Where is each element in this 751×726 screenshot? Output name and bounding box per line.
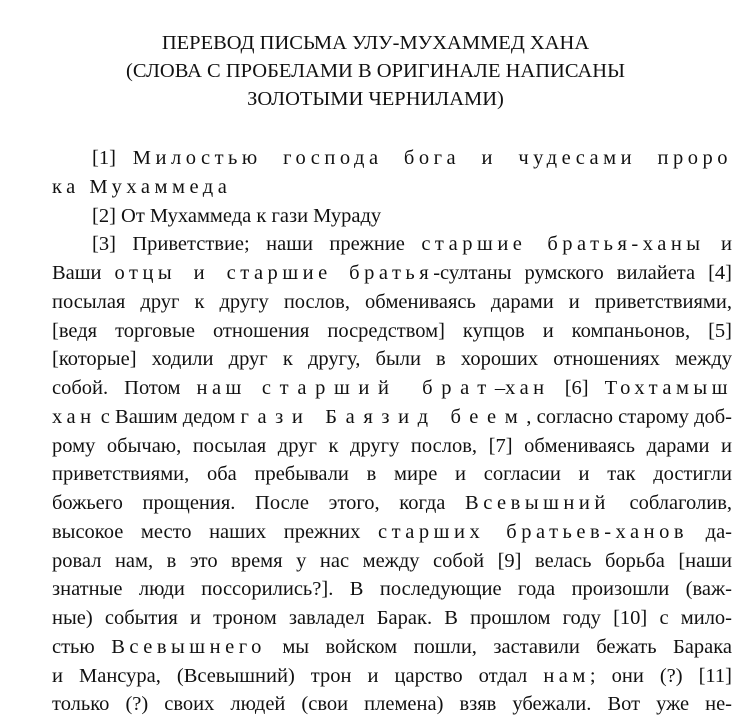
- text-segment: [2] От Мухаммеда к гази Мураду: [92, 204, 382, 227]
- text-line: [52, 489, 732, 518]
- text-segment: ровал нам, в это время у нас между собой [9] велась борьба [наши: [52, 549, 732, 572]
- text-segment: приветствиями, оба пребывали в мире и согласии и так достигли: [52, 463, 732, 486]
- spaced-word: Всевышний: [465, 492, 610, 514]
- text-segment: собой. Потом: [52, 377, 197, 399]
- spaced-word: старшие братья-ханы: [421, 233, 705, 256]
- text-line: [52, 202, 732, 231]
- text-segment: высокое место наших прежних: [52, 520, 378, 543]
- text-line: [52, 633, 732, 662]
- spaced-word: Тохтамыш: [604, 377, 733, 399]
- text-segment: мы войском пошли, заставили бежать Барака: [265, 635, 732, 658]
- spaced-word: хан: [52, 405, 96, 428]
- text-segment: рому обычаю, посылая друг к другу послов, [7] обмениваясь дарами и: [52, 434, 732, 457]
- text-line: [52, 144, 732, 173]
- text-line: [52, 230, 732, 259]
- text-line: [52, 317, 732, 346]
- text-segment: божьего прощения. После этого, когда: [52, 492, 466, 514]
- text-segment: только (?) своих людей (свои племена) взяв убежали. Вот уже не-: [52, 693, 732, 716]
- text-segment: [246, 377, 262, 399]
- document-title: [0, 29, 751, 113]
- document-body: [52, 144, 732, 719]
- text-line: [52, 604, 732, 633]
- text-line: [52, 575, 732, 604]
- spaced-word: нам: [543, 664, 590, 687]
- text-line: [52, 259, 732, 288]
- spaced-word: старших братьев-ханов: [377, 520, 689, 543]
- spaced-word: хан: [505, 377, 549, 399]
- text-segment: соблаголив,: [609, 492, 732, 514]
- text-line: [52, 690, 732, 719]
- text-segment: -султаны румского вилайета [4]: [433, 262, 732, 284]
- text-segment: [1]: [92, 147, 133, 169]
- text-line: [52, 345, 732, 374]
- text-line: [52, 518, 732, 547]
- text-segment: Ваши: [52, 262, 115, 284]
- title-line-3: ЗОЛОТЫМИ ЧЕРНИЛАМИ): [247, 88, 504, 110]
- text-segment: посылая друг к другу послов, обмениваясь дарами и приветствиями,: [52, 290, 732, 313]
- spaced-word: наш: [196, 377, 246, 399]
- text-segment: [3] Приветствие; наши прежние: [92, 233, 422, 256]
- text-segment: ные) события и троном завладел Барак. В прошлом году [10] с мило-: [52, 607, 732, 629]
- text-segment: и Мансура, (Всевышний) трон и царство отдал: [52, 664, 544, 687]
- spaced-word: старший брат: [261, 377, 495, 399]
- text-segment: [ведя торговые отношения посредством] купцов и компаньонов, [5]: [52, 319, 732, 342]
- text-line: [52, 432, 732, 461]
- spaced-word: ка Мухаммеда: [52, 175, 232, 198]
- text-segment: ; они (?) [11]: [589, 664, 732, 687]
- text-line: [52, 288, 732, 317]
- text-segment: , согласно старому доб-: [526, 405, 733, 428]
- text-line: [52, 173, 732, 202]
- text-segment: [6]: [548, 377, 605, 399]
- text-line: [52, 403, 732, 432]
- text-segment: [которые] ходили друг к другу, были в хороших отношениях между: [52, 348, 732, 371]
- text-segment: знатные люди поссорились?]. В последующие года произошли (важ-: [52, 578, 732, 601]
- text-line: [52, 374, 732, 403]
- text-segment: и: [704, 233, 732, 256]
- spaced-word: отцы и старшие братья: [114, 262, 434, 284]
- text-segment: стью: [52, 635, 112, 658]
- text-line: [52, 662, 732, 691]
- text-segment: –: [494, 377, 506, 399]
- spaced-word: Всевышнего: [111, 635, 266, 658]
- text-segment: да-: [688, 520, 733, 543]
- text-line: [52, 460, 732, 489]
- spaced-word: Милостью господа бога и чудесами проро: [132, 147, 732, 169]
- text-line: [52, 547, 732, 576]
- text-segment: с Вашим дедом: [95, 405, 241, 428]
- title-line-1: ПЕРЕВОД ПИСЬМА УЛУ-МУХАММЕД ХАНА: [161, 32, 590, 54]
- title-line-2: (СЛОВА С ПРОБЕЛАМИ В ОРИГИНАЛЕ НАПИСАНЫ: [126, 60, 625, 82]
- spaced-word: гази Баязид беем: [240, 405, 527, 428]
